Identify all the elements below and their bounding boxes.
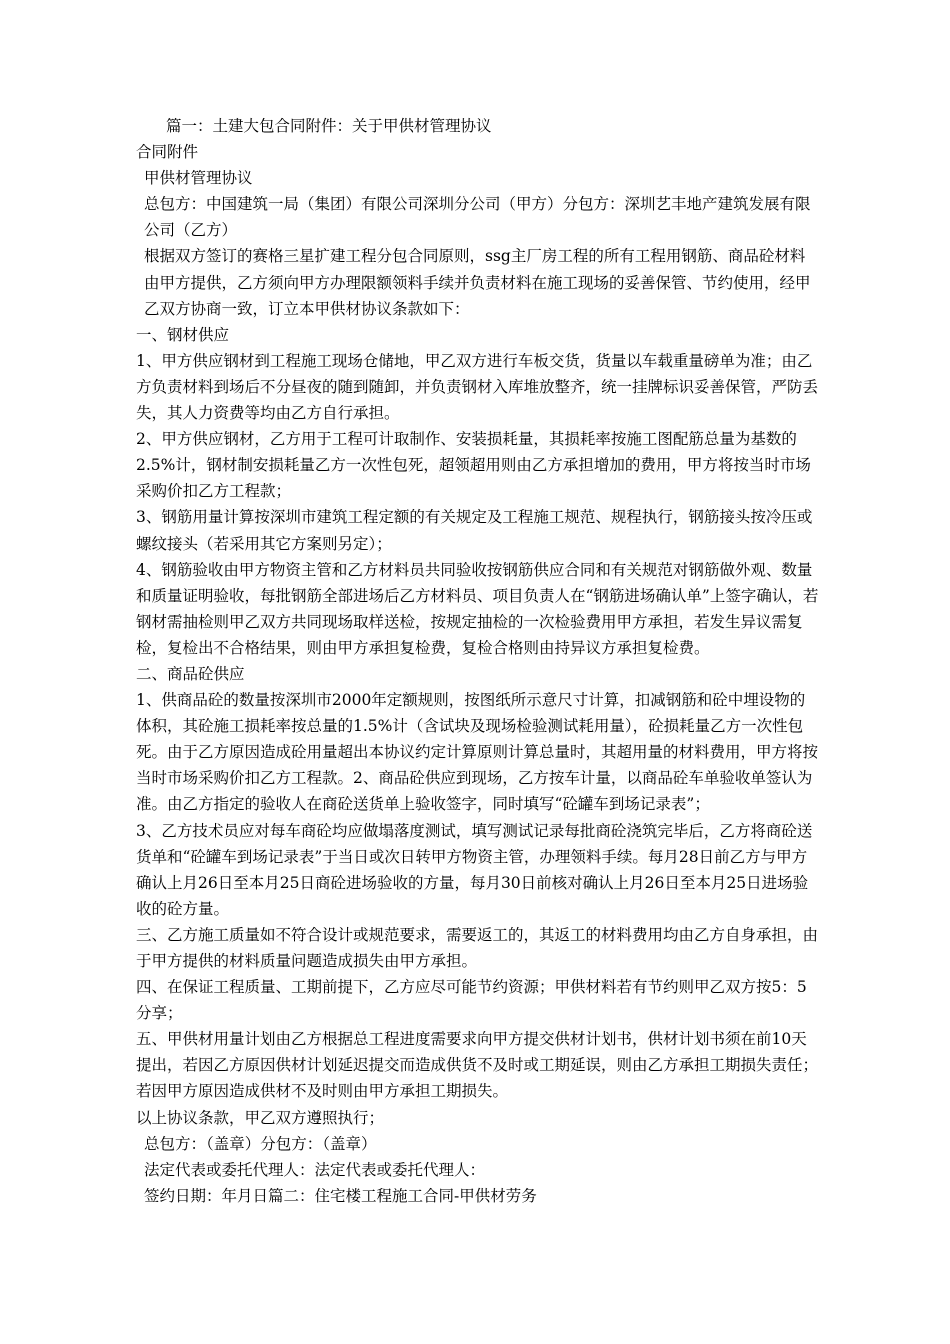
- signature-representatives: 法定代表或委托代理人：法定代表或委托代理人：: [144, 1160, 486, 1179]
- steel-clause-1: 1、甲方供应钢材到工程施工现场仓储地，甲乙双方进行车板交货，货量以车载重量磅单为准；由乙方负责材料到场后不分昼夜的随到随卸，并负责钢材入库堆放整齐，统一挂牌标识妥善保管，严防丢失，其人力资费等均由乙方自行承担。: [136, 351, 819, 423]
- document-page: [136, 113, 820, 1209]
- section-heading-steel: 一、钢材供应: [136, 325, 230, 344]
- concrete-clause-1: 1、供商品砼的数量按深圳市2000年定额规则，按图纸所示意尺寸计算，扣减钢筋和砼中埋设物的体积，其砼施工损耗率按总量的1.5%计（含试块及现场检验测试耗用量），砼损耗量乙方一次性包死。由于乙方原因造成砼用量超出本协议约定计算原则计算总量时，其超用量的材料费用，甲方将按当时市场采购价扣乙方工程款。2、商品砼供应到现场，乙方按车计量，以商品砼车单验收单签认为准。由乙方指定的验收人在商砼送货单上验收签字，同时填写“砼罐车到场记录表”；: [136, 691, 819, 814]
- parties-paragraph: 总包方：中国建筑一局（集团）有限公司深圳分公司（甲方）分包方：深圳艺丰地产建筑发展有限公司（乙方）: [144, 195, 811, 240]
- document-title: 篇一：土建大包合同附件：关于甲供材管理协议: [166, 117, 492, 135]
- steel-clause-4: 4、钢筋验收由甲方物资主管和乙方材料员共同验收按钢筋供应合同和有关规范对钢筋做外观、数量和质量证明验收，每批钢筋全部进场后乙方材料员、项目负责人在“钢筋进场确认单”上签字确认，若钢材需抽检则甲乙双方共同现场取样送检，按规定抽检的一次检验费用甲方承担，若发生异议需复检，复检出不合格结果，则由甲方承担复检费，复检合格则由持异议方承担复检费。: [136, 560, 819, 657]
- signature-date: 签约日期：年月日篇二：住宅楼工程施工合同-甲供材劳务: [144, 1186, 537, 1205]
- steel-clause-3: 3、钢筋用量计算按深圳市建筑工程定额的有关规定及工程施工规范、规程执行，钢筋接头按冷压或螺纹接头（若采用其它方案则另定）；: [136, 508, 813, 553]
- signature-parties: 总包方：（盖章）分包方：（盖章）: [144, 1134, 377, 1153]
- intro-paragraph: 根据双方签订的赛格三星扩建工程分包合同原则，ssg主厂房工程的所有工程用钢筋、商品砼材料由甲方提供，乙方须向甲方办理限额领料手续并负责材料在施工现场的妥善保管、节约使用，经甲乙双方协商一致，订立本甲供材协议条款如下：: [144, 247, 811, 318]
- concrete-clause-3: 3、乙方技术员应对每车商砼均应做塌落度测试，填写测试记录每批商砼浇筑完毕后，乙方将商砼送货单和“砼罐车到场记录表”于当日或次日转甲方物资主管，办理领料手续。每月28日前乙方与甲方确认上月26日至本月25日商砼进场验收的方量，每月30日前核对确认上月26日至本月25日进场验收的砼方量。: [136, 821, 813, 918]
- section-saving: 四、在保证工程质量、工期前提下，乙方应尽可能节约资源；甲供材料若有节约则甲乙双方按5：5分享；: [136, 978, 807, 1023]
- agreement-name: 甲供材管理协议: [144, 169, 253, 188]
- document-subtitle: 合同附件: [136, 143, 199, 162]
- section-heading-concrete: 二、商品砼供应: [136, 664, 245, 683]
- steel-clause-2: 2、甲方供应钢材，乙方用于工程可计取制作、安装损耗量，其损耗率按施工图配筋总量为基数的2.5%计，钢材制安损耗量乙方一次性包死，超领超用则由乙方承担增加的费用，甲方将按当时市场采购价扣乙方工程款；: [136, 430, 811, 501]
- section-supply-plan: 五、甲供材用量计划由乙方根据总工程进度需要求向甲方提交供材计划书，供材计划书须在前10天提出，若因乙方原因供材计划延迟提交而造成供货不及时或工期延误，则由乙方承担工期损失责任；若因甲方原因造成供材不及时则由甲方承担工期损失。: [136, 1030, 819, 1101]
- closing-statement: 以上协议条款，甲乙双方遵照执行；: [136, 1108, 385, 1127]
- section-quality: 三、乙方施工质量如不符合设计或规范要求，需要返工的，其返工的材料费用均由乙方自身承担，由于甲方提供的材料质量问题造成损失由甲方承担。: [136, 925, 819, 970]
